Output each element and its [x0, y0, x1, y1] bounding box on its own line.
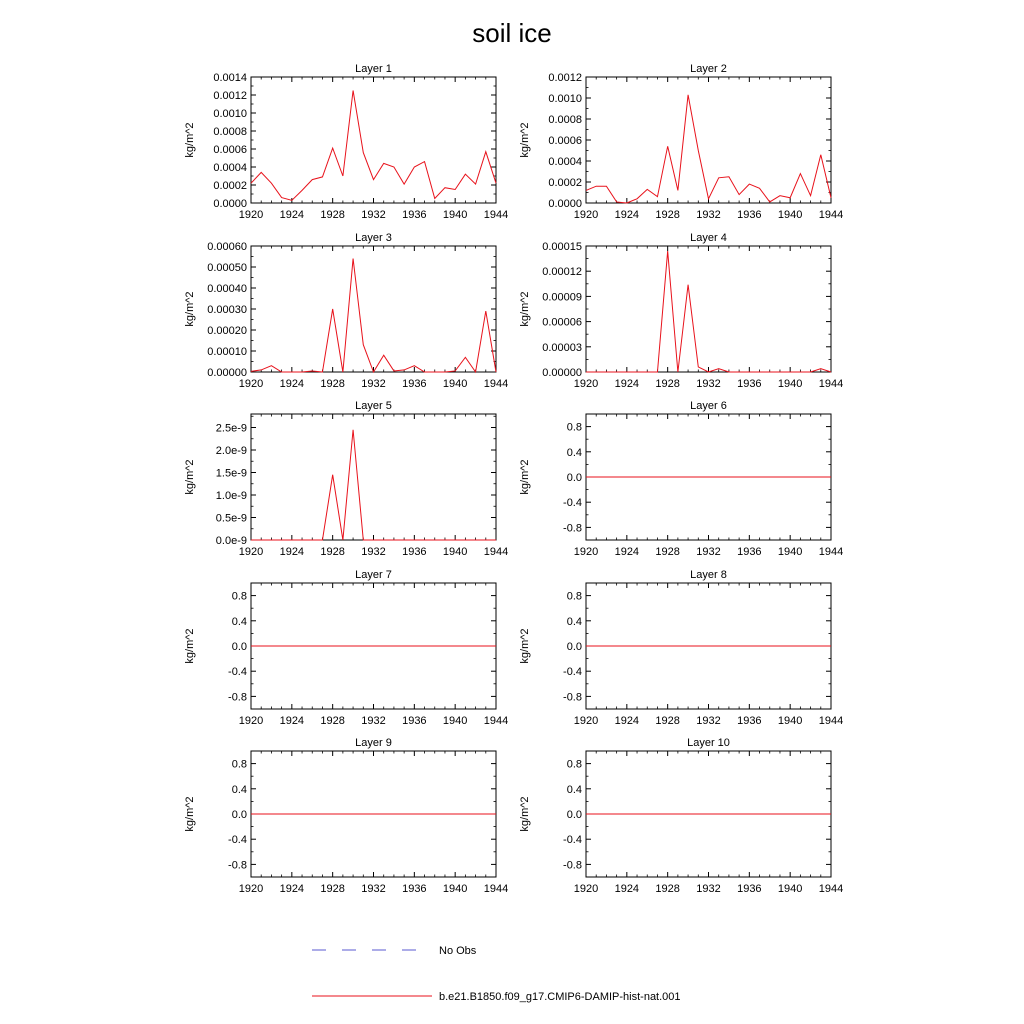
panel-layer-7 [184, 569, 508, 727]
y-tick-label: 0.00050 [207, 262, 247, 274]
y-tick-label: -0.8 [563, 522, 582, 535]
x-tick-label: 1928 [655, 378, 680, 390]
y-tick-label: 0.0010 [548, 93, 582, 105]
x-tick-label: 1944 [818, 209, 844, 221]
legend-label: b.e21.B1850.f09_g17.CMIP6-DAMIP-hist-nat.001 [439, 991, 681, 1003]
y-tick-label: 0.0 [566, 809, 582, 821]
x-tick-label: 1944 [818, 378, 844, 390]
y-tick-label: 0.4 [231, 615, 247, 628]
panel-layer-6 [519, 400, 843, 558]
x-tick-label: 1924 [614, 546, 640, 558]
x-tick-label: 1936 [402, 883, 427, 895]
series-line-layer-1 [251, 91, 496, 201]
panels-grid [184, 63, 843, 895]
x-tick-label: 1928 [320, 209, 345, 221]
panel-title: Layer 1 [355, 63, 392, 75]
panel-layer-2 [519, 63, 843, 221]
x-tick-label: 1920 [238, 209, 264, 221]
panel-title: Layer 3 [355, 232, 392, 244]
panel-layer-5 [184, 400, 508, 558]
y-tick-label: -0.4 [563, 497, 582, 510]
x-tick-label: 1932 [361, 209, 386, 221]
x-tick-label: 1936 [402, 209, 427, 221]
y-tick-label: 0.8 [231, 590, 247, 603]
y-tick-label: 0.00010 [207, 346, 247, 358]
x-tick-label: 1920 [573, 546, 599, 558]
x-tick-label: 1920 [573, 209, 599, 221]
x-tick-label: 1920 [238, 546, 264, 558]
x-tick-label: 1924 [279, 883, 305, 895]
y-tick-label: -0.8 [563, 691, 582, 704]
panel-title: Layer 2 [690, 63, 727, 75]
y-tick-label: 0.00003 [542, 341, 582, 354]
x-tick-label: 1940 [442, 209, 468, 221]
panel-layer-9 [184, 737, 508, 895]
y-tick-label: 0.8 [231, 758, 247, 771]
y-tick-label: 0.00030 [207, 304, 247, 316]
series-line-layer-5 [251, 430, 496, 540]
y-tick-label: 0.4 [231, 783, 247, 796]
x-tick-label: 1928 [320, 883, 345, 895]
y-tick-label: 2.0e-9 [215, 445, 247, 457]
x-tick-label: 1920 [238, 378, 264, 390]
y-tick-label: 0.0004 [213, 162, 247, 174]
x-tick-label: 1924 [614, 378, 640, 390]
y-tick-label: -0.8 [228, 691, 247, 704]
y-tick-label: 0.00020 [207, 325, 247, 337]
y-tick-label: 0.00012 [542, 266, 582, 279]
y-axis-label: kg/m^2 [184, 459, 196, 495]
y-tick-label: 0.0 [231, 809, 247, 821]
x-tick-label: 1940 [777, 209, 803, 221]
x-tick-label: 1920 [573, 883, 599, 895]
y-tick-label: 0.00060 [207, 241, 247, 253]
x-tick-label: 1928 [320, 715, 345, 727]
y-tick-label: 0.00009 [542, 291, 582, 304]
x-tick-label: 1924 [614, 715, 640, 727]
x-tick-label: 1936 [402, 715, 427, 727]
x-tick-label: 1932 [696, 546, 721, 558]
y-tick-label: 0.0012 [213, 90, 247, 102]
x-tick-label: 1944 [483, 715, 509, 727]
y-tick-label: 0.0 [566, 472, 582, 484]
y-tick-label: 0.0002 [213, 180, 247, 192]
panel-title: Layer 5 [355, 400, 392, 412]
x-tick-label: 1944 [483, 378, 509, 390]
panel-title: Layer 9 [355, 737, 392, 749]
panel-layer-3 [184, 232, 508, 390]
panel-title: Layer 6 [690, 400, 727, 412]
x-tick-label: 1940 [442, 715, 468, 727]
y-tick-label: 0.0004 [548, 156, 582, 168]
x-tick-label: 1936 [402, 546, 427, 558]
y-tick-label: 0.00000 [207, 367, 247, 379]
plot-frame [251, 414, 496, 540]
x-tick-label: 1920 [573, 715, 599, 727]
y-axis-label: kg/m^2 [519, 291, 531, 327]
series-line-layer-2 [586, 95, 831, 203]
y-tick-label: 0.0010 [213, 108, 247, 120]
y-tick-label: 0.00015 [542, 241, 582, 253]
x-tick-label: 1932 [696, 883, 721, 895]
x-tick-label: 1928 [655, 715, 680, 727]
y-tick-label: 0.8 [566, 421, 582, 434]
x-tick-label: 1940 [777, 378, 803, 390]
y-axis-label: kg/m^2 [184, 122, 196, 158]
x-tick-label: 1920 [238, 883, 264, 895]
y-tick-label: 0.00000 [542, 367, 582, 379]
y-tick-label: 0.0e-9 [215, 535, 247, 547]
y-tick-label: 0.0008 [213, 126, 247, 138]
x-tick-label: 1936 [737, 546, 762, 558]
panel-title: Layer 4 [690, 232, 727, 244]
x-tick-label: 1936 [737, 883, 762, 895]
y-tick-label: 2.5e-9 [215, 422, 247, 435]
y-tick-label: 0.0002 [548, 177, 582, 189]
x-tick-label: 1928 [320, 546, 345, 558]
x-tick-label: 1920 [573, 378, 599, 390]
y-tick-label: 0.0006 [213, 144, 247, 156]
panel-layer-10 [519, 737, 843, 895]
x-tick-label: 1932 [696, 209, 721, 221]
legend [312, 945, 681, 1003]
x-tick-label: 1924 [279, 209, 305, 221]
legend-label: No Obs [439, 945, 477, 957]
x-tick-label: 1944 [483, 546, 509, 558]
x-tick-label: 1944 [483, 209, 509, 221]
y-tick-label: -0.4 [563, 666, 582, 679]
figure-title: soil ice [472, 18, 552, 48]
x-tick-label: 1940 [442, 883, 468, 895]
series-line-layer-3 [251, 259, 496, 372]
y-tick-label: 0.0008 [548, 114, 582, 126]
y-tick-label: 0.4 [566, 446, 582, 459]
plot-frame [586, 77, 831, 203]
x-tick-label: 1932 [696, 378, 721, 390]
y-axis-label: kg/m^2 [519, 628, 531, 664]
x-tick-label: 1928 [655, 883, 680, 895]
panel-title: Layer 7 [355, 569, 392, 581]
x-tick-label: 1924 [614, 883, 640, 895]
x-tick-label: 1932 [361, 883, 386, 895]
y-tick-label: -0.8 [563, 859, 582, 872]
x-tick-label: 1944 [483, 883, 509, 895]
x-tick-label: 1944 [818, 883, 844, 895]
plot-frame [586, 246, 831, 372]
y-axis-label: kg/m^2 [519, 459, 531, 495]
y-tick-label: 0.0012 [548, 72, 582, 84]
x-tick-label: 1940 [777, 883, 803, 895]
y-tick-label: 0.5e-9 [215, 512, 247, 525]
x-tick-label: 1940 [777, 546, 803, 558]
x-tick-label: 1944 [818, 546, 844, 558]
x-tick-label: 1940 [442, 378, 468, 390]
y-tick-label: 0.0 [566, 641, 582, 653]
panel-title: Layer 10 [687, 737, 730, 749]
x-tick-label: 1936 [737, 378, 762, 390]
x-tick-label: 1940 [777, 715, 803, 727]
y-tick-label: -0.4 [228, 666, 247, 679]
panel-layer-1 [184, 63, 508, 221]
x-tick-label: 1924 [279, 378, 305, 390]
y-tick-label: 0.4 [566, 783, 582, 796]
x-tick-label: 1928 [655, 546, 680, 558]
x-tick-label: 1932 [361, 715, 386, 727]
y-tick-label: 0.8 [566, 590, 582, 603]
panel-title: Layer 8 [690, 569, 727, 581]
x-tick-label: 1936 [402, 378, 427, 390]
y-tick-label: 1.0e-9 [215, 490, 247, 502]
panel-layer-4 [519, 232, 843, 390]
y-tick-label: 0.4 [566, 615, 582, 628]
y-tick-label: -0.8 [228, 859, 247, 872]
y-tick-label: 0.0014 [213, 72, 247, 84]
y-tick-label: -0.4 [228, 834, 247, 847]
y-axis-label: kg/m^2 [184, 628, 196, 664]
x-tick-label: 1920 [238, 715, 264, 727]
y-tick-label: 0.8 [566, 758, 582, 771]
y-axis-label: kg/m^2 [519, 796, 531, 832]
y-tick-label: 1.5e-9 [215, 467, 247, 480]
y-tick-label: 0.00040 [207, 283, 247, 295]
y-tick-label: 0.0 [231, 641, 247, 653]
x-tick-label: 1932 [696, 715, 721, 727]
x-tick-label: 1932 [361, 378, 386, 390]
x-tick-label: 1924 [614, 209, 640, 221]
y-axis-label: kg/m^2 [519, 122, 531, 158]
y-tick-label: 0.0000 [213, 198, 247, 210]
x-tick-label: 1932 [361, 546, 386, 558]
x-tick-label: 1928 [655, 209, 680, 221]
plot-frame [251, 246, 496, 372]
x-tick-label: 1936 [737, 715, 762, 727]
y-axis-label: kg/m^2 [184, 796, 196, 832]
y-tick-label: 0.0006 [548, 135, 582, 147]
x-tick-label: 1924 [279, 546, 305, 558]
y-tick-label: 0.00006 [542, 316, 582, 329]
y-axis-label: kg/m^2 [184, 291, 196, 327]
panel-layer-8 [519, 569, 843, 727]
series-line-layer-4 [586, 251, 831, 372]
x-tick-label: 1928 [320, 378, 345, 390]
x-tick-label: 1936 [737, 209, 762, 221]
x-tick-label: 1940 [442, 546, 468, 558]
x-tick-label: 1944 [818, 715, 844, 727]
y-tick-label: 0.0000 [548, 198, 582, 210]
x-tick-label: 1924 [279, 715, 305, 727]
y-tick-label: -0.4 [563, 834, 582, 847]
